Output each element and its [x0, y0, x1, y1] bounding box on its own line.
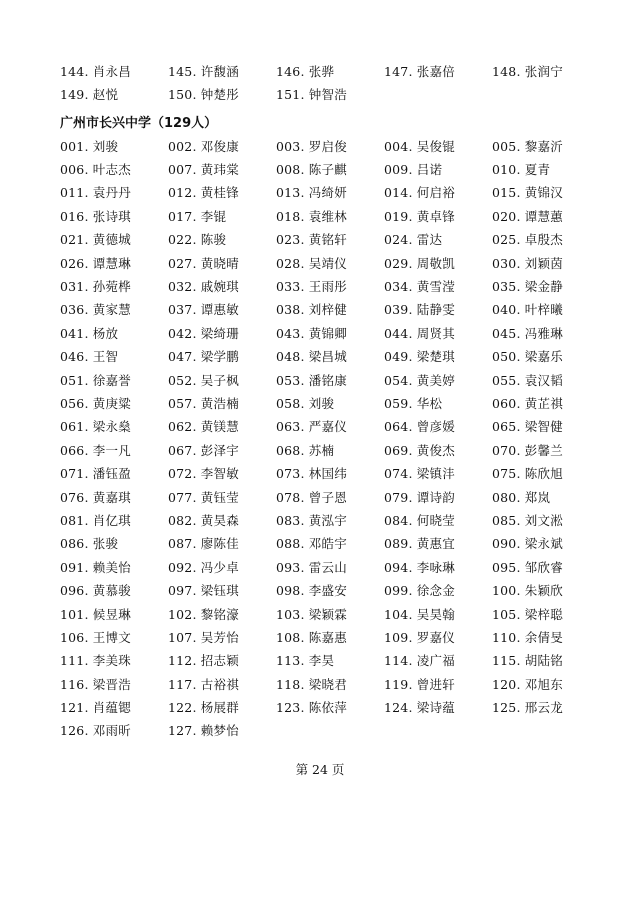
name-entry: 079. 谭诗韵 [384, 489, 455, 505]
name-entry: 070. 彭馨兰 [492, 442, 563, 458]
name-entry: 052. 吴子枫 [168, 372, 239, 388]
name-entry: 083. 黄泓宇 [276, 512, 347, 528]
name-entry: 077. 黄钰莹 [168, 489, 239, 505]
name-entry: 013. 冯绮妍 [276, 185, 347, 201]
name-entry: 106. 王博文 [60, 629, 131, 645]
name-entry: 068. 苏楠 [276, 442, 335, 458]
name-entry: 100. 朱颖欣 [492, 583, 563, 599]
name-entry: 124. 梁诗蕴 [384, 700, 455, 716]
name-entry: 115. 胡陆铭 [492, 653, 563, 669]
name-row [60, 59, 600, 82]
name-entry: 098. 李盛安 [276, 583, 347, 599]
name-entry: 027. 黄晓晴 [168, 255, 239, 271]
name-entry: 067. 彭泽宇 [168, 442, 239, 458]
name-entry: 024. 雷达 [384, 232, 443, 248]
name-entry: 104. 吴昊翰 [384, 606, 455, 622]
name-entry: 059. 华松 [384, 395, 443, 411]
name-entry: 085. 刘文淞 [492, 512, 563, 528]
page-number: 第 24 页 [295, 762, 345, 777]
name-entry: 119. 曾进轩 [384, 676, 455, 692]
name-row [60, 438, 600, 461]
name-entry: 069. 黄俊杰 [384, 442, 455, 458]
name-row [60, 298, 600, 321]
name-entry: 021. 黄德城 [60, 232, 131, 248]
name-entry: 150. 钟楚彤 [168, 87, 239, 103]
name-entry: 095. 邹欣睿 [492, 559, 563, 575]
name-entry: 101. 候昱琳 [60, 606, 131, 622]
name-entry: 145. 许馥涵 [168, 63, 239, 79]
name-entry: 075. 陈欣旭 [492, 466, 563, 482]
name-entry: 015. 黄锦汉 [492, 185, 563, 201]
name-row [60, 625, 600, 648]
name-entry: 099. 徐念金 [384, 583, 455, 599]
name-entry: 088. 邓皓宇 [276, 536, 347, 552]
name-entry: 037. 谭惠敏 [168, 302, 239, 318]
name-row [60, 508, 600, 531]
name-entry: 063. 严嘉仪 [276, 419, 347, 435]
name-entry: 117. 古裕祺 [168, 676, 239, 692]
name-entry: 017. 李锟 [168, 208, 227, 224]
name-entry: 065. 梁智健 [492, 419, 563, 435]
name-entry: 097. 梁钰琪 [168, 583, 239, 599]
name-entry: 126. 邓雨昕 [60, 723, 131, 739]
name-entry: 066. 李一凡 [60, 442, 131, 458]
name-entry: 064. 曾彦媛 [384, 419, 455, 435]
name-entry: 102. 黎铭濠 [168, 606, 239, 622]
name-entry: 144. 肖永昌 [60, 63, 131, 79]
name-entry: 062. 黄镁慧 [168, 419, 239, 435]
name-entry: 007. 黄玮棠 [168, 162, 239, 178]
school-name-list [60, 134, 600, 742]
name-entry: 005. 黎嘉沂 [492, 138, 563, 154]
name-entry: 002. 邓俊康 [168, 138, 239, 154]
name-entry: 112. 招志颖 [168, 653, 239, 669]
name-row [60, 461, 600, 484]
name-entry: 090. 梁永斌 [492, 536, 563, 552]
name-entry: 050. 梁嘉乐 [492, 349, 563, 365]
name-entry: 074. 梁镇沣 [384, 466, 455, 482]
name-entry: 147. 张嘉倍 [384, 63, 455, 79]
top-name-list [60, 59, 600, 106]
name-entry: 110. 余倩旻 [492, 629, 563, 645]
name-entry: 006. 叶志杰 [60, 162, 131, 178]
name-entry: 030. 刘颖茵 [492, 255, 563, 271]
name-entry: 022. 陈骏 [168, 232, 227, 248]
name-entry: 125. 邢云龙 [492, 700, 563, 716]
name-entry: 025. 卓殷杰 [492, 232, 563, 248]
name-entry: 082. 黄昊森 [168, 512, 239, 528]
name-row [60, 181, 600, 204]
name-entry: 084. 何晓莹 [384, 512, 455, 528]
name-row [60, 368, 600, 391]
name-entry: 011. 袁丹丹 [60, 185, 131, 201]
name-entry: 061. 梁永燊 [60, 419, 131, 435]
name-entry: 055. 袁汉韬 [492, 372, 563, 388]
name-entry: 073. 林国纬 [276, 466, 347, 482]
name-row [60, 555, 600, 578]
name-row [60, 391, 600, 414]
name-entry: 044. 周贤其 [384, 325, 455, 341]
name-row [60, 251, 600, 274]
name-entry: 035. 梁金静 [492, 279, 563, 295]
name-entry: 033. 王雨彤 [276, 279, 347, 295]
name-entry: 016. 张诗琪 [60, 208, 131, 224]
name-row [60, 321, 600, 344]
name-entry: 047. 梁学鹏 [168, 349, 239, 365]
name-entry: 008. 陈子麒 [276, 162, 347, 178]
name-entry: 122. 杨展群 [168, 700, 239, 716]
name-entry: 060. 黄芷祺 [492, 395, 563, 411]
name-entry: 105. 梁梓聪 [492, 606, 563, 622]
name-entry: 020. 谭慧蕙 [492, 208, 563, 224]
name-entry: 001. 刘骏 [60, 138, 119, 154]
name-entry: 018. 袁维林 [276, 208, 347, 224]
name-row [60, 204, 600, 227]
name-entry: 003. 罗启俊 [276, 138, 347, 154]
name-entry: 076. 黄嘉琪 [60, 489, 131, 505]
name-entry: 146. 张骅 [276, 63, 335, 79]
name-entry: 004. 吴俊锟 [384, 138, 455, 154]
name-entry: 036. 黄家慧 [60, 302, 131, 318]
name-entry: 029. 周敬凯 [384, 255, 455, 271]
name-entry: 087. 廖陈佳 [168, 536, 239, 552]
name-entry: 093. 雷云山 [276, 559, 347, 575]
name-entry: 123. 陈依萍 [276, 700, 347, 716]
name-entry: 111. 李美珠 [60, 653, 131, 669]
name-row [60, 532, 600, 555]
name-entry: 107. 吴芳怡 [168, 629, 239, 645]
name-entry: 054. 黄美婷 [384, 372, 455, 388]
name-entry: 113. 李昊 [276, 653, 335, 669]
section-title: 广州市长兴中学（129人） [60, 116, 218, 131]
name-row [60, 719, 600, 742]
name-entry: 026. 谭慧琳 [60, 255, 131, 271]
name-entry: 014. 何启裕 [384, 185, 455, 201]
name-row [60, 134, 600, 157]
name-entry: 091. 赖美怡 [60, 559, 131, 575]
name-entry: 058. 刘骏 [276, 395, 335, 411]
name-row [60, 602, 600, 625]
name-entry: 086. 张骏 [60, 536, 119, 552]
name-entry: 028. 吴靖仪 [276, 255, 347, 271]
name-entry: 108. 陈嘉惠 [276, 629, 347, 645]
name-entry: 009. 吕诺 [384, 162, 443, 178]
name-entry: 023. 黄铭轩 [276, 232, 347, 248]
name-entry: 149. 赵悦 [60, 87, 119, 103]
name-entry: 092. 冯少卓 [168, 559, 239, 575]
name-entry: 109. 罗嘉仪 [384, 629, 455, 645]
name-row [60, 157, 600, 180]
name-entry: 043. 黄锦卿 [276, 325, 347, 341]
name-entry: 057. 黄浩楠 [168, 395, 239, 411]
name-entry: 072. 李智敏 [168, 466, 239, 482]
name-row [60, 578, 600, 601]
name-entry: 038. 刘梓健 [276, 302, 347, 318]
name-entry: 127. 赖梦怡 [168, 723, 239, 739]
name-entry: 010. 夏青 [492, 162, 551, 178]
name-entry: 080. 郑岚 [492, 489, 551, 505]
name-row [60, 672, 600, 695]
name-entry: 081. 肖亿琪 [60, 512, 131, 528]
name-entry: 151. 钟智浩 [276, 87, 347, 103]
name-row [60, 695, 600, 718]
name-entry: 120. 邓旭东 [492, 676, 563, 692]
name-entry: 045. 冯雅琳 [492, 325, 563, 341]
name-entry: 078. 曾子恩 [276, 489, 347, 505]
name-entry: 056. 黄庚粱 [60, 395, 131, 411]
name-entry: 103. 梁颖霖 [276, 606, 347, 622]
name-row [60, 345, 600, 368]
name-entry: 121. 肖蕴锶 [60, 700, 131, 716]
name-entry: 089. 黄惠宜 [384, 536, 455, 552]
name-entry: 012. 黄桂锋 [168, 185, 239, 201]
name-entry: 031. 孙菀桦 [60, 279, 131, 295]
name-row [60, 274, 600, 297]
name-entry: 096. 黄慕骏 [60, 583, 131, 599]
name-row [60, 415, 600, 438]
name-row [60, 228, 600, 251]
name-entry: 040. 叶梓曦 [492, 302, 563, 318]
name-row [60, 82, 600, 105]
name-entry: 048. 梁昌城 [276, 349, 347, 365]
name-entry: 051. 徐嘉誉 [60, 372, 131, 388]
name-entry: 046. 王智 [60, 349, 119, 365]
name-entry: 071. 潘钰盈 [60, 466, 131, 482]
name-row [60, 649, 600, 672]
name-entry: 034. 黄雪滢 [384, 279, 455, 295]
name-entry: 039. 陆静雯 [384, 302, 455, 318]
name-entry: 042. 梁绮珊 [168, 325, 239, 341]
name-entry: 041. 杨放 [60, 325, 119, 341]
name-entry: 032. 戚婉琪 [168, 279, 239, 295]
name-entry: 094. 李咏琳 [384, 559, 455, 575]
name-entry: 114. 凌广福 [384, 653, 455, 669]
name-entry: 053. 潘铭康 [276, 372, 347, 388]
name-entry: 116. 梁晋浩 [60, 676, 131, 692]
name-entry: 049. 梁楚琪 [384, 349, 455, 365]
name-entry: 019. 黄卓锋 [384, 208, 455, 224]
name-entry: 148. 张润宁 [492, 63, 563, 79]
name-row [60, 485, 600, 508]
name-entry: 118. 梁晓君 [276, 676, 347, 692]
